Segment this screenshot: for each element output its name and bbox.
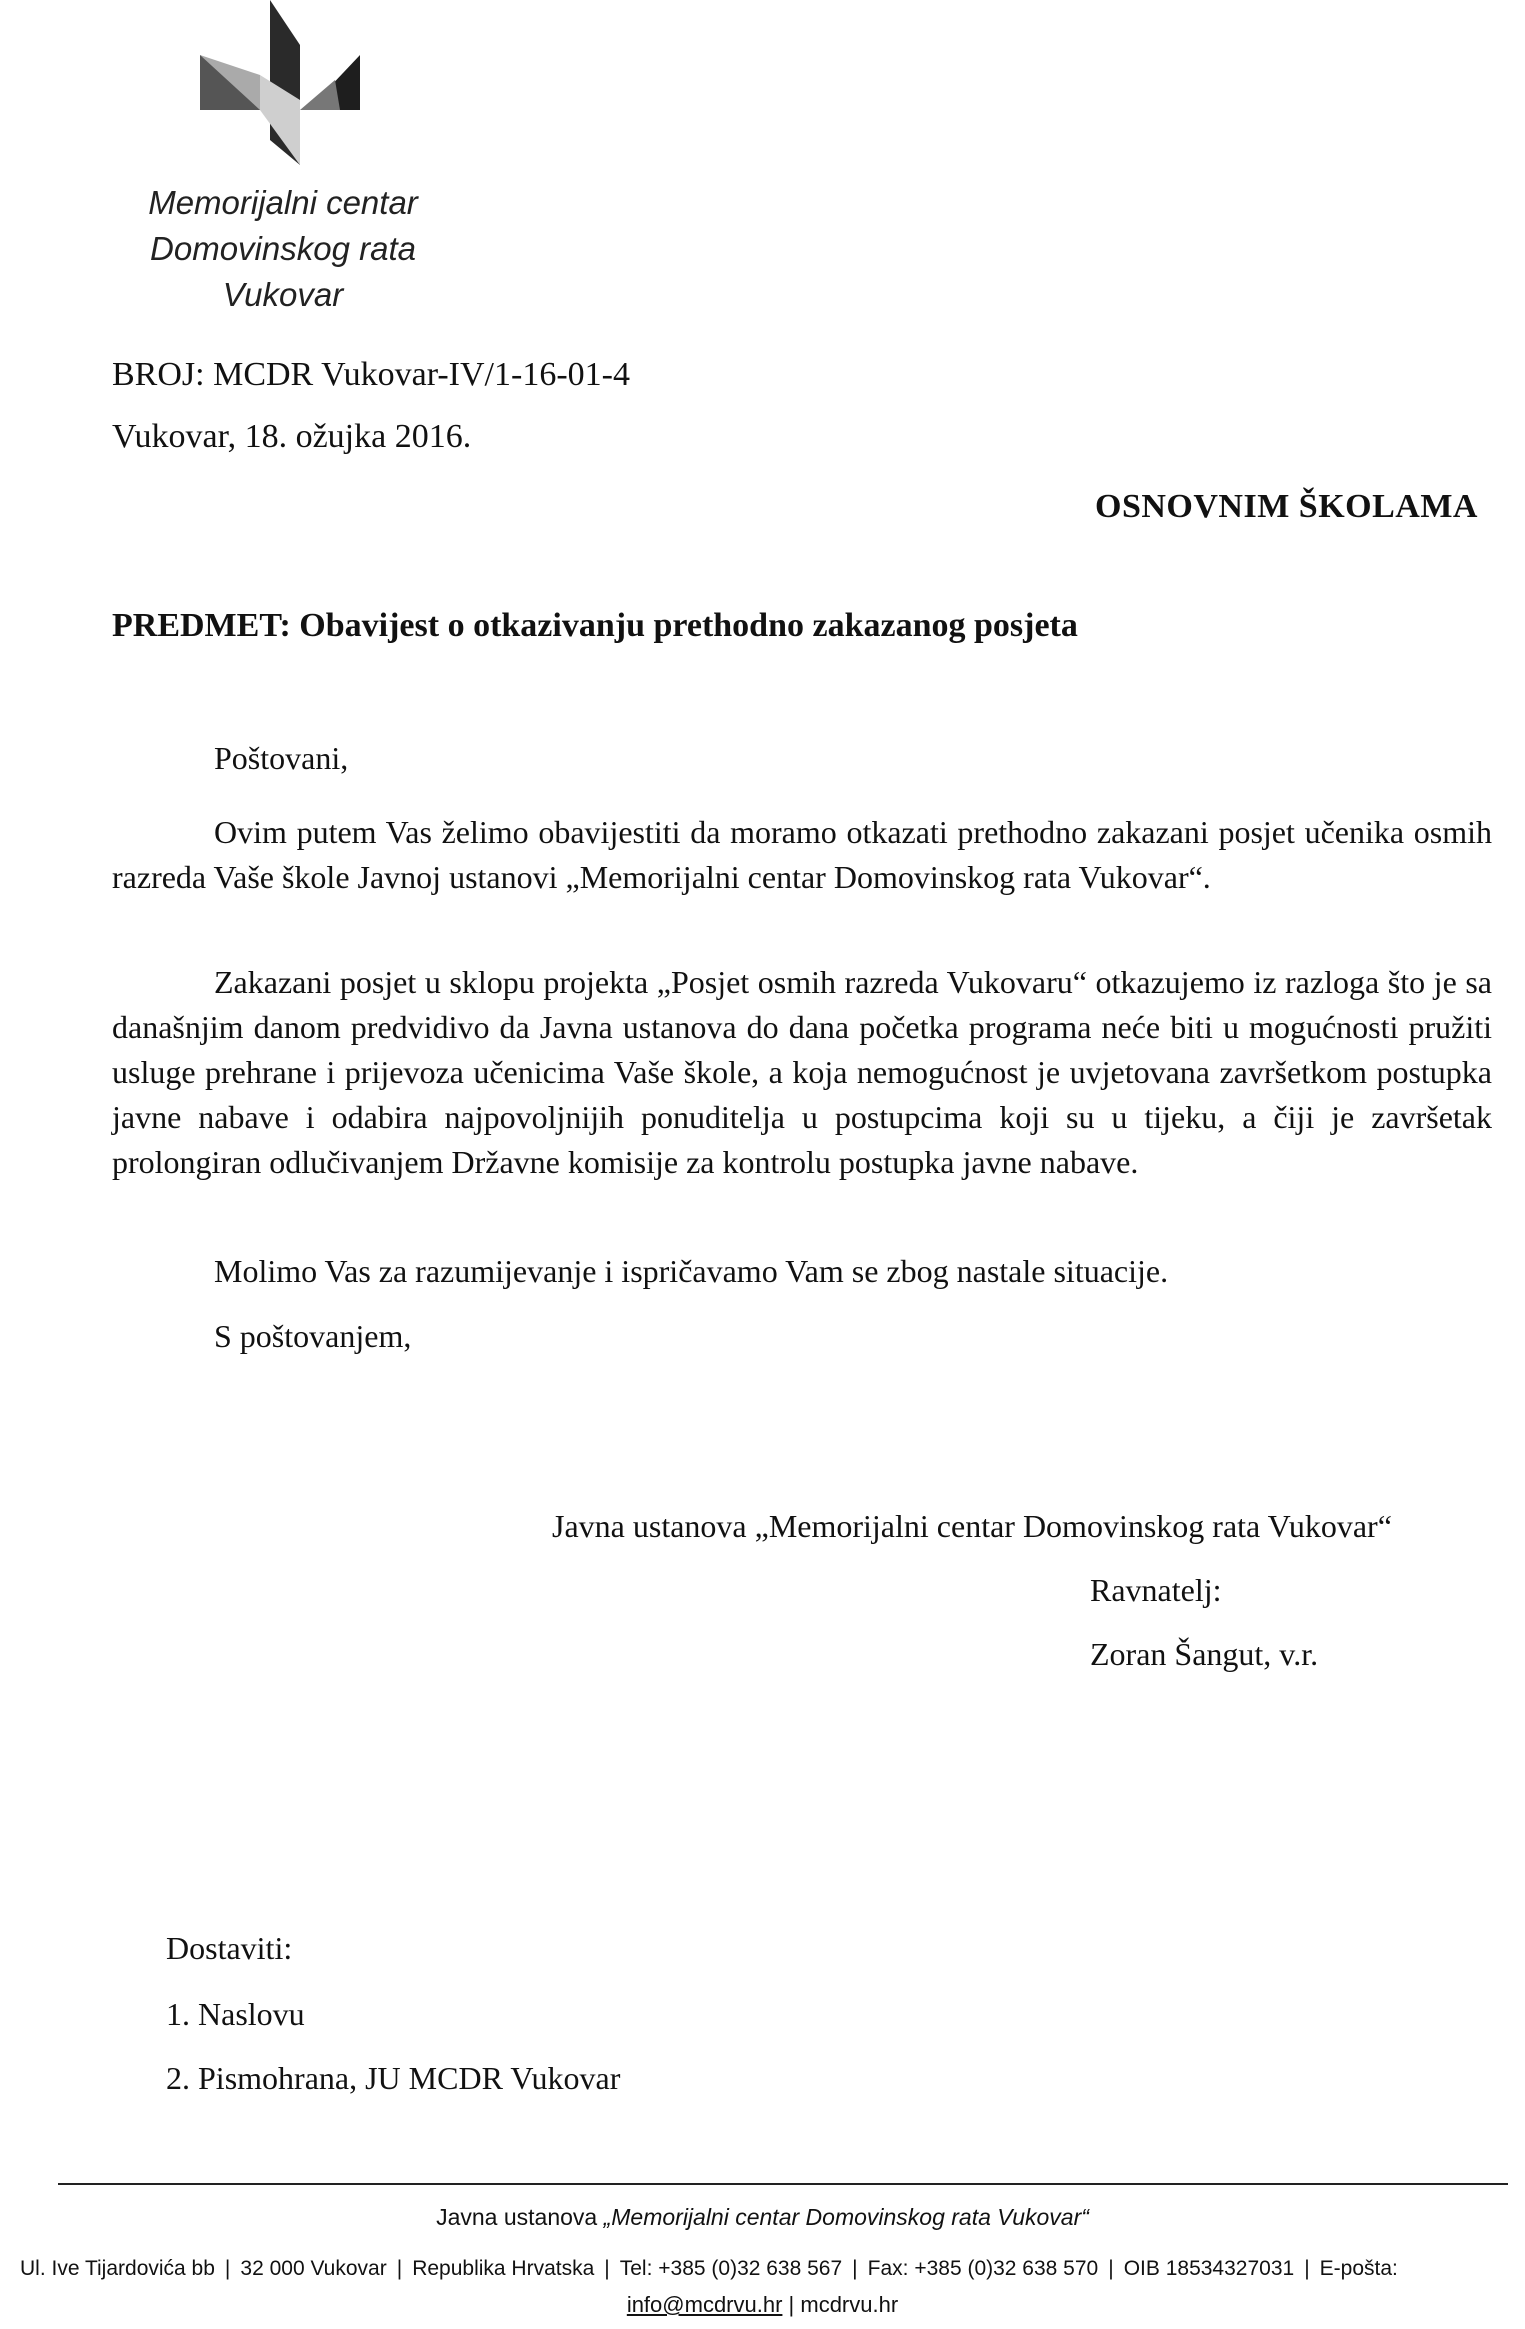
- subject-line: PREDMET: Obavijest o otkazivanju prethodno zakazanog posjeta: [112, 607, 1078, 644]
- footer-org-line: [0, 2204, 1525, 2231]
- footer-address: Ul. Ive Tijardovića bb: [20, 2257, 215, 2280]
- distribution-heading: Dostaviti:: [166, 1930, 293, 1966]
- footer-postal: 32 000 Vukovar: [240, 2257, 387, 2280]
- footer-web-line: info@mcdrvu.hr | mcdrvu.hr: [626, 2292, 899, 2317]
- footer-divider: [58, 2183, 1508, 2185]
- signature-title: Ravnatelj:: [1090, 1572, 1222, 1608]
- org-name: [128, 180, 438, 318]
- org-name-line1: Memorijalni centar: [148, 184, 418, 221]
- signature-name: Zoran Šangut, v.r.: [1090, 1636, 1319, 1672]
- org-name-line3: Vukovar: [222, 276, 344, 313]
- footer-tel: Tel: +385 (0)32 638 567: [619, 2257, 843, 2280]
- org-name-line2: Domovinskog rata: [150, 230, 416, 267]
- closing: S poštovanjem,: [214, 1318, 412, 1354]
- footer-fax: Fax: +385 (0)32 638 570: [867, 2257, 1099, 2280]
- distribution-item-1: 1. Naslovu: [166, 1996, 305, 2032]
- body-paragraph-2: [112, 960, 1492, 1185]
- place-date: Vukovar, 18. ožujka 2016.: [112, 418, 472, 455]
- footer-email-link[interactable]: info@mcdrvu.hr: [626, 2292, 783, 2317]
- body-paragraph-1: [112, 810, 1492, 900]
- body-paragraph-3: Molimo Vas za razumijevanje i ispričavamo Vam se zbog nastale situacije.: [214, 1253, 1169, 1289]
- paragraph-2-text: Zakazani posjet u sklopu projekta „Posjet osmih razreda Vukovaru“ otkazujemo iz razloga što je sa današnjim danom predvidivo da Javna ustanova do dana početka programa neće biti u mogućnosti pružiti usluge prehrane i prijevoza učenicima Vaše škole, a koja nemogućnost je uvjetovana završetkom postupka javne nabave i odabira najpovoljnijih ponuditelja u postupcima koji su u tijeku, a čiji je završetak prolongiran odlučivanjem Državne komisije za kontrolu postupka javne nabave.: [112, 964, 1492, 1180]
- footer-contact-line: Ul. Ive Tijardovića bb | 32 000 Vukovar | Republika Hrvatska | Tel: +385 (0)32 638 567 | Fax: +385 (0)32 638 570 | OIB 18534327031 | E-pošta:: [20, 2257, 1398, 2280]
- footer-org-prefix: Javna ustanova: [436, 2204, 604, 2230]
- footer-country: Republika Hrvatska: [412, 2257, 595, 2280]
- distribution-item-2: 2. Pismohrana, JU MCDR Vukovar: [166, 2060, 621, 2096]
- salutation: Poštovani,: [214, 740, 349, 776]
- footer-email-label: E-pošta:: [1319, 2257, 1398, 2280]
- footer-website-link[interactable]: mcdrvu.hr: [800, 2292, 899, 2317]
- footer-org-name: „Memorijalni centar Domovinskog rata Vukovar“: [603, 2204, 1089, 2230]
- paragraph-1-text: Ovim putem Vas želimo obavijestiti da moramo otkazati prethodno zakazani posjet učenika osmih razreda Vaše škole Javnoj ustanovi „Memorijalni centar Domovinskog rata Vukovar“.: [112, 814, 1492, 895]
- memorial-center-logo: [190, 0, 370, 165]
- signature-institution: Javna ustanova „Memorijalni centar Domovinskog rata Vukovar“: [552, 1508, 1392, 1544]
- reference-number: BROJ: MCDR Vukovar-IV/1-16-01-4: [112, 356, 630, 393]
- footer-oib: OIB 18534327031: [1123, 2257, 1295, 2280]
- recipient: OSNOVNIM ŠKOLAMA: [1095, 488, 1478, 525]
